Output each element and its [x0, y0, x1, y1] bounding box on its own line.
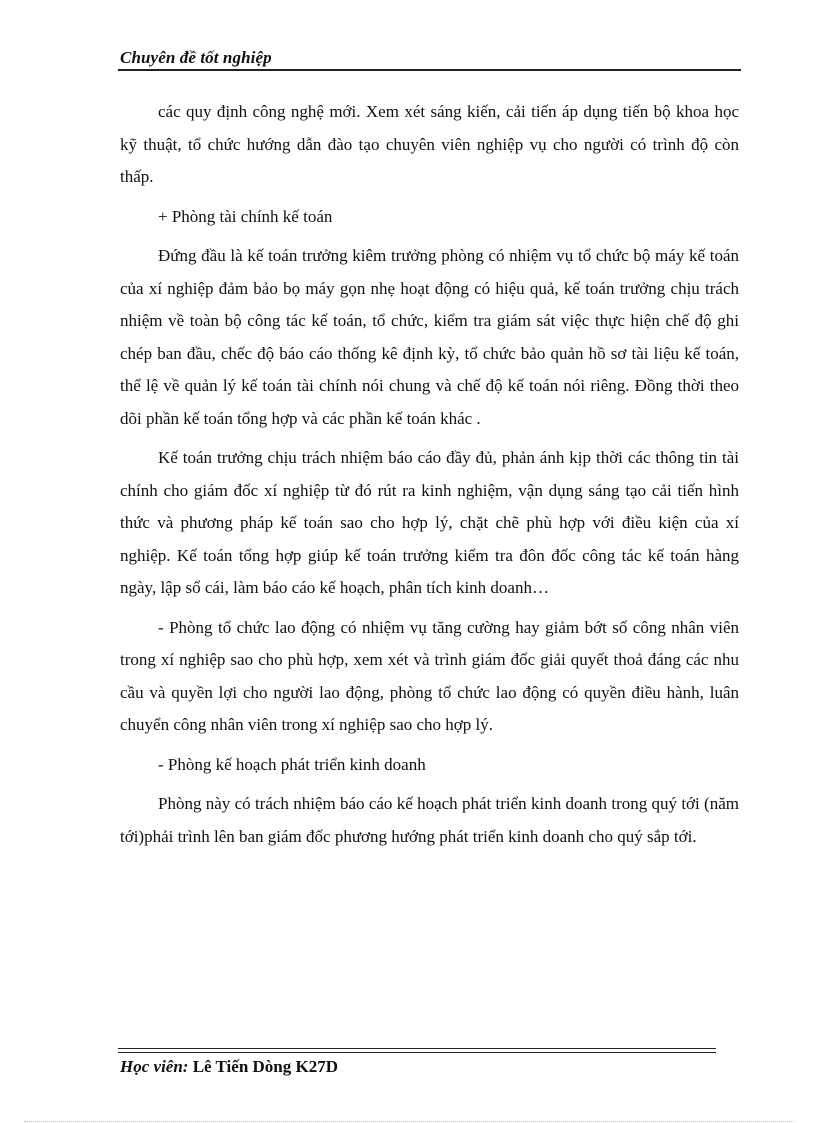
paragraph-labor-department: - Phòng tổ chức lao động có nhiệm vụ tăng cường hay giảm bớt số công nhân viên trong xí nghiệp sao cho phù hợp, xem xét và trình giám đốc giải quyết thoả đáng các nhu cầu và quyền lợi cho người lao động, phòng tổ chức lao động có quyền điều hành, luân chuyển công nhân viên trong xí nghiệp sao cho hợp lý.: [120, 617, 739, 734]
page-footer: [120, 1057, 338, 1077]
paragraph-chief-accountant: Đứng đầu là kế toán trưởng kiêm trưởng phòng có nhiệm vụ tổ chức bộ máy kế toán của xí nghiệp đảm bảo bọ máy gọn nhẹ hoạt động có hiệu quả, kế toán trưởng chịu trách nhiệm về toàn bộ công tác kế toán, tổ chức, kiểm tra giám sát việc thực hiện chế độ ghi chép ban đầu, chếc độ báo cáo thống kê định kỳ, tổ chức bảo quản hồ sơ tài liệu kế toán, thể lệ về quản lý kế toán tài chính nói chung và chế độ kế toán nói riêng. Đồng thời theo dõi phần kế toán tổng hợp và các phần kế toán khác .: [120, 246, 739, 428]
header-divider: [118, 69, 741, 71]
page-header-title: Chuyên đề tốt nghiệp: [120, 48, 272, 67]
footer-divider-top: [118, 1048, 716, 1049]
document-body: [120, 96, 739, 853]
footer-student-name: Lê Tiến Dòng K27D: [192, 1057, 339, 1076]
footer-label: Học viên:: [120, 1057, 189, 1076]
paragraph-business-planning: Phòng này có trách nhiệm báo cáo kế hoạch phát triển kinh doanh trong quý tới (năm tới)phải trình lên ban giám đốc phương hướng phát triển kinh doanh cho quý sắp tới.: [120, 794, 739, 846]
footer-divider-bottom: [118, 1052, 716, 1053]
paragraph-accountant-duties: Kế toán trưởng chịu trách nhiệm báo cáo đầy đủ, phản ánh kịp thời các thông tin tài chính cho giám đốc xí nghiệp từ đó rút ra kinh nghiệm, vận dụng sáng tạo cải tiến hình thức và phương pháp kế toán sao cho hợp lý, chặt chẽ phù hợp với điều kiện của xí nghiệp. Kế toán tổng hợp giúp kế toán trưởng kiểm tra đôn đốc công tác kế toán hàng ngày, lập sổ cái, làm báo cáo kế hoạch, phân tích kinh doanh…: [120, 448, 739, 597]
section-heading-business-planning: - Phòng kế hoạch phát triển kinh doanh: [158, 754, 426, 774]
section-heading-finance: + Phòng tài chính kế toán: [158, 206, 333, 226]
paragraph-continuation: các quy định công nghệ mới. Xem xét sáng kiến, cải tiến áp dụng tiến bộ khoa học kỹ thuật, tổ chức hướng dẫn đào tạo chuyên viên nghiệp vụ cho người có trình độ còn thấp.: [120, 102, 739, 186]
page-edge-dotted: [24, 1121, 794, 1122]
